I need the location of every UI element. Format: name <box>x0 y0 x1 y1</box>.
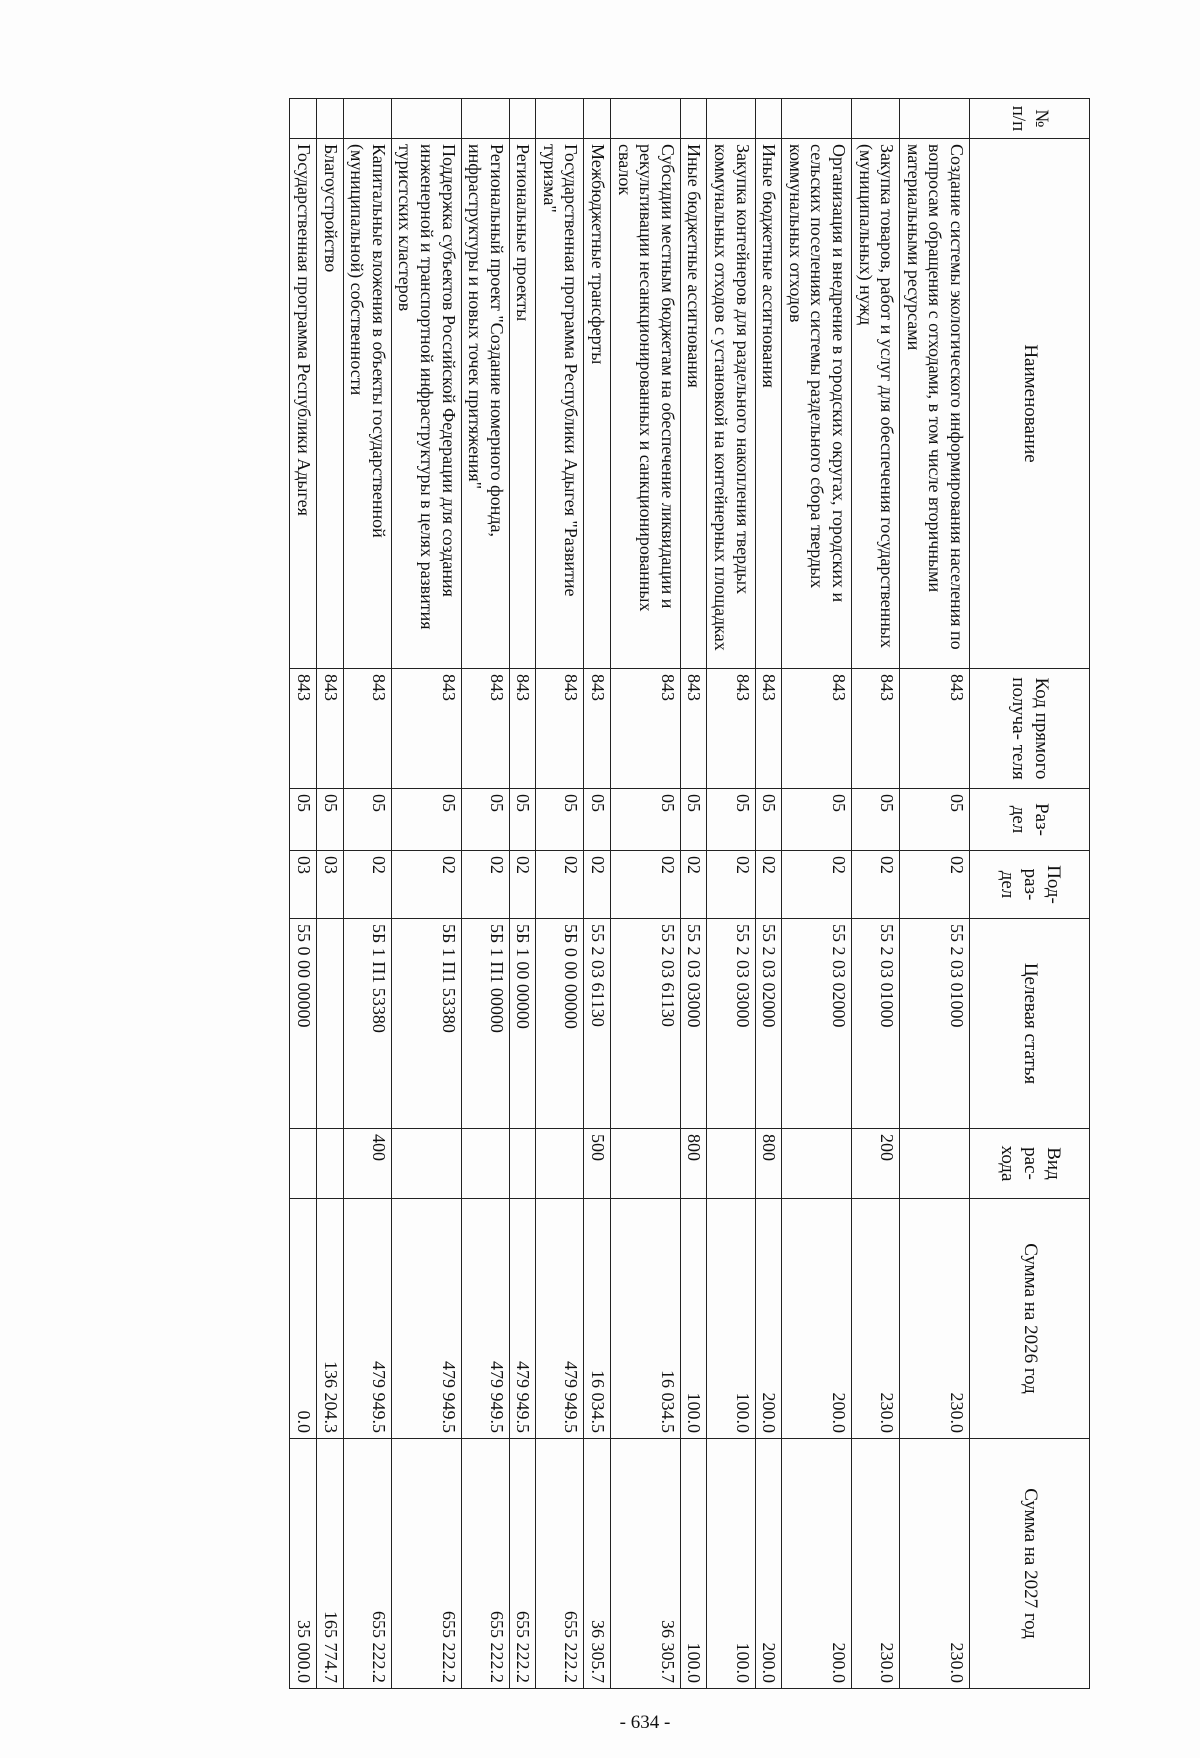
cell-no <box>316 99 343 139</box>
cell-vid: 400 <box>343 1129 391 1199</box>
table-row <box>536 99 584 1689</box>
cell-razdel: 05 <box>680 789 707 851</box>
cell-razdel: 05 <box>290 789 317 851</box>
cell-podrazdel: 03 <box>316 851 343 919</box>
cell-razdel: 05 <box>316 789 343 851</box>
cell-kod: 843 <box>391 669 461 789</box>
cell-razdel: 05 <box>391 789 461 851</box>
cell-razdel: 05 <box>509 789 536 851</box>
cell-sum2027: 655 222.2 <box>461 1439 509 1689</box>
cell-vid <box>782 1129 852 1199</box>
cell-name: Закупка товаров, работ и услуг для обеспечения государственных (муниципальных) нужд <box>852 139 900 669</box>
cell-kod: 843 <box>461 669 509 789</box>
table-row <box>611 99 681 1689</box>
cell-name: Создание системы экологического информирования населения по вопросам обращения с отходами, в том числе вторичными материальными ресурсами <box>900 139 970 669</box>
table-row <box>900 99 970 1689</box>
header-podrazdel: Под- раз- дел <box>970 851 1090 919</box>
cell-sum2027: 100.0 <box>707 1439 755 1689</box>
cell-vid <box>707 1129 755 1199</box>
cell-no <box>509 99 536 139</box>
cell-podrazdel: 02 <box>343 851 391 919</box>
cell-sum2026: 200.0 <box>755 1199 782 1439</box>
cell-no <box>852 99 900 139</box>
cell-no <box>461 99 509 139</box>
table-row <box>782 99 852 1689</box>
header-name: Наименование <box>970 139 1090 669</box>
cell-sum2026: 479 949.5 <box>391 1199 461 1439</box>
cell-celevaya: 5Б 0 00 00000 <box>536 919 584 1129</box>
cell-kod: 843 <box>316 669 343 789</box>
page-number-text: - 634 - <box>619 1712 671 1733</box>
header-celevaya: Целевая статья <box>970 919 1090 1129</box>
cell-razdel: 05 <box>707 789 755 851</box>
cell-name: Субсидии местным бюджетам на обеспечение ликвидации и рекультивации несанкционированных и санкционированных свалок <box>611 139 681 669</box>
cell-razdel: 05 <box>536 789 584 851</box>
cell-vid <box>316 1129 343 1199</box>
table-row <box>680 99 707 1689</box>
cell-podrazdel: 02 <box>584 851 611 919</box>
cell-name: Капитальные вложения в объекты государственной (муниципальной) собственности <box>343 139 391 669</box>
header-sum2027: Сумма на 2027 год <box>970 1439 1090 1689</box>
cell-sum2026: 479 949.5 <box>536 1199 584 1439</box>
cell-name: Государственная программа Республики Адыгея <box>290 139 317 669</box>
cell-celevaya: 5Б 1 П1 53380 <box>343 919 391 1129</box>
cell-podrazdel: 02 <box>461 851 509 919</box>
cell-vid: 500 <box>584 1129 611 1199</box>
cell-name: Иные бюджетные ассигнования <box>755 139 782 669</box>
cell-razdel: 05 <box>900 789 970 851</box>
cell-name: Государственная программа Республики Адыгея "Развитие туризма" <box>536 139 584 669</box>
cell-vid <box>509 1129 536 1199</box>
cell-name: Региональный проект "Создание номерного фонда, инфраструктуры и новых точек притяжения" <box>461 139 509 669</box>
cell-kod: 843 <box>343 669 391 789</box>
cell-vid <box>611 1129 681 1199</box>
header-no: № п/п <box>970 99 1090 139</box>
table-row <box>290 99 317 1689</box>
cell-sum2026: 479 949.5 <box>509 1199 536 1439</box>
cell-kod: 843 <box>584 669 611 789</box>
table-row <box>707 99 755 1689</box>
document-page <box>200 98 1090 1733</box>
cell-no <box>707 99 755 139</box>
cell-sum2026: 16 034.5 <box>611 1199 681 1439</box>
table-row <box>509 99 536 1689</box>
cell-vid <box>461 1129 509 1199</box>
cell-razdel: 05 <box>782 789 852 851</box>
cell-celevaya: 55 2 03 02000 <box>755 919 782 1129</box>
cell-name: Иные бюджетные ассигнования <box>680 139 707 669</box>
cell-sum2027: 36 305.7 <box>584 1439 611 1689</box>
cell-celevaya: 55 2 03 01000 <box>900 919 970 1129</box>
header-kod: Код прямого получа- теля <box>970 669 1090 789</box>
cell-sum2027: 230.0 <box>852 1439 900 1689</box>
cell-celevaya: 5Б 1 П1 00000 <box>461 919 509 1129</box>
cell-no <box>343 99 391 139</box>
cell-kod: 843 <box>782 669 852 789</box>
cell-podrazdel: 02 <box>509 851 536 919</box>
cell-sum2026: 479 949.5 <box>461 1199 509 1439</box>
cell-sum2026: 100.0 <box>680 1199 707 1439</box>
cell-sum2027: 165 774.7 <box>316 1439 343 1689</box>
cell-kod: 843 <box>900 669 970 789</box>
cell-kod: 843 <box>755 669 782 789</box>
cell-sum2027: 655 222.2 <box>343 1439 391 1689</box>
cell-celevaya: 5Б 1 00 00000 <box>509 919 536 1129</box>
cell-vid <box>900 1129 970 1199</box>
table-row <box>316 99 343 1689</box>
cell-kod: 843 <box>852 669 900 789</box>
cell-podrazdel: 02 <box>391 851 461 919</box>
cell-sum2027: 200.0 <box>782 1439 852 1689</box>
cell-vid <box>536 1129 584 1199</box>
header-sum2026: Сумма на 2026 год <box>970 1199 1090 1439</box>
cell-kod: 843 <box>611 669 681 789</box>
cell-no <box>290 99 317 139</box>
budget-table <box>289 98 1090 1689</box>
cell-name: Организация и внедрение в городских округах, городских и сельских поселениях системы раздельного сбора твердых коммунальных отходов <box>782 139 852 669</box>
cell-no <box>391 99 461 139</box>
cell-razdel: 05 <box>611 789 681 851</box>
cell-podrazdel: 02 <box>852 851 900 919</box>
cell-kod: 843 <box>536 669 584 789</box>
cell-vid: 800 <box>755 1129 782 1199</box>
cell-sum2026: 230.0 <box>900 1199 970 1439</box>
cell-sum2027: 655 222.2 <box>391 1439 461 1689</box>
cell-celevaya: 55 2 03 03000 <box>680 919 707 1129</box>
table-body <box>290 99 970 1689</box>
cell-razdel: 05 <box>584 789 611 851</box>
cell-sum2026: 16 034.5 <box>584 1199 611 1439</box>
cell-podrazdel: 02 <box>707 851 755 919</box>
cell-podrazdel: 02 <box>782 851 852 919</box>
cell-no <box>536 99 584 139</box>
cell-kod: 843 <box>290 669 317 789</box>
cell-vid <box>391 1129 461 1199</box>
cell-sum2027: 655 222.2 <box>536 1439 584 1689</box>
cell-celevaya: 55 2 03 61130 <box>584 919 611 1129</box>
cell-sum2026: 230.0 <box>852 1199 900 1439</box>
cell-kod: 843 <box>707 669 755 789</box>
cell-no <box>755 99 782 139</box>
cell-vid <box>290 1129 317 1199</box>
cell-name: Межбюджетные трансферты <box>584 139 611 669</box>
cell-podrazdel: 02 <box>611 851 681 919</box>
cell-no <box>584 99 611 139</box>
cell-vid: 200 <box>852 1129 900 1199</box>
cell-sum2027: 100.0 <box>680 1439 707 1689</box>
cell-sum2026: 479 949.5 <box>343 1199 391 1439</box>
cell-podrazdel: 02 <box>755 851 782 919</box>
table-row <box>755 99 782 1689</box>
table-row <box>584 99 611 1689</box>
cell-podrazdel: 02 <box>900 851 970 919</box>
table-row <box>852 99 900 1689</box>
cell-sum2026: 100.0 <box>707 1199 755 1439</box>
cell-sum2027: 655 222.2 <box>509 1439 536 1689</box>
table-row <box>461 99 509 1689</box>
cell-kod: 843 <box>680 669 707 789</box>
cell-celevaya: 5Б 1 П1 53380 <box>391 919 461 1129</box>
header-razdel: Раз- дел <box>970 789 1090 851</box>
table-header-row <box>970 99 1090 1689</box>
cell-podrazdel: 03 <box>290 851 317 919</box>
cell-no <box>900 99 970 139</box>
cell-celevaya: 55 2 03 01000 <box>852 919 900 1129</box>
cell-sum2026: 200.0 <box>782 1199 852 1439</box>
cell-podrazdel: 02 <box>680 851 707 919</box>
cell-name: Благоустройство <box>316 139 343 669</box>
table-row <box>391 99 461 1689</box>
table-row <box>343 99 391 1689</box>
cell-celevaya <box>316 919 343 1129</box>
cell-razdel: 05 <box>343 789 391 851</box>
cell-no <box>611 99 681 139</box>
cell-sum2027: 230.0 <box>900 1439 970 1689</box>
cell-sum2026: 0.0 <box>290 1199 317 1439</box>
cell-celevaya: 55 2 03 03000 <box>707 919 755 1129</box>
cell-name: Поддержка субъектов Российской Федерации для создания инженерной и транспортной инфраструктуры в целях развития туристских кластеров <box>391 139 461 669</box>
cell-celevaya: 55 2 03 02000 <box>782 919 852 1129</box>
header-vid: Вид рас- хода <box>970 1129 1090 1199</box>
cell-sum2027: 35 000.0 <box>290 1439 317 1689</box>
cell-sum2027: 36 305.7 <box>611 1439 681 1689</box>
cell-razdel: 05 <box>461 789 509 851</box>
cell-celevaya: 55 0 00 00000 <box>290 919 317 1129</box>
cell-vid: 800 <box>680 1129 707 1199</box>
cell-sum2026: 136 204.3 <box>316 1199 343 1439</box>
page-number <box>200 1688 1090 1758</box>
cell-no <box>680 99 707 139</box>
cell-celevaya: 55 2 03 61130 <box>611 919 681 1129</box>
cell-razdel: 05 <box>755 789 782 851</box>
cell-sum2027: 200.0 <box>755 1439 782 1689</box>
cell-kod: 843 <box>509 669 536 789</box>
cell-razdel: 05 <box>852 789 900 851</box>
cell-podrazdel: 02 <box>536 851 584 919</box>
cell-name: Региональные проекты <box>509 139 536 669</box>
cell-no <box>782 99 852 139</box>
cell-name: Закупка контейнеров для раздельного накопления твердых коммунальных отходов с установкой на контейнерных площадках <box>707 139 755 669</box>
